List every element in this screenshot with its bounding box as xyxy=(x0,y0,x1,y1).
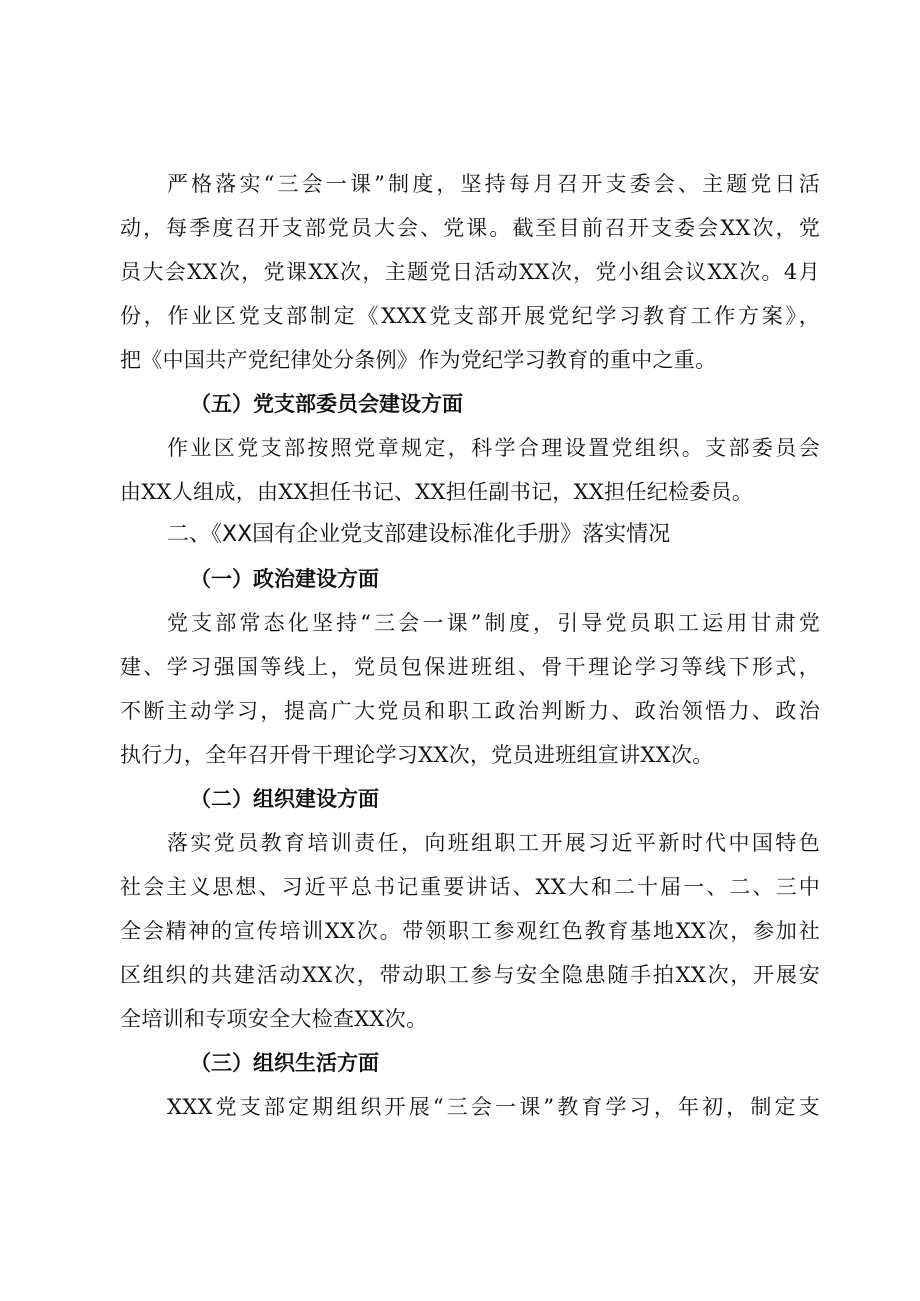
paragraph-line: 把《中国共产党纪律处分条例》作为党纪学习教育的重中之重。 xyxy=(120,348,717,372)
paragraph-line: 区组织的共建活动XX次，带动职工参与安全隐患随手拍XX次，开展安 xyxy=(120,963,820,987)
paragraph-line: 落实党员教育培训责任，向班组职工开展习近平新时代中国特色 xyxy=(167,831,820,855)
paragraph-line: XXX党支部定期组织开展“三会一课”教育学习，年初，制定支 xyxy=(167,1095,820,1119)
paragraph-line: 党支部常态化坚持“三会一课”制度，引导党员职工运用甘肃党 xyxy=(167,611,820,635)
paragraph-line: 执行力，全年召开骨干理论学习XX次，党员进班组宣讲XX次。 xyxy=(120,743,714,767)
paragraph-line: 建、学习强国等线上，党员包保进班组、骨干理论学习等线下形式， xyxy=(120,655,820,679)
paragraph-line: 由XX人组成，由XX担任书记、XX担任副书记，XX担任纪检委员。 xyxy=(120,480,754,504)
subsection-heading: （五）党支部委员会建设方面 xyxy=(190,392,463,416)
paragraph-line: 全培训和专项安全大检查XX次。 xyxy=(120,1007,428,1031)
paragraph-line: 员大会XX次，党课XX次，主题党日活动XX次，党小组会议XX次。4月 xyxy=(120,260,820,284)
subsection-heading: （一）政治建设方面 xyxy=(190,567,379,591)
paragraph-line: 全会精神的宣传培训XX次。带领职工参观红色教育基地XX次，参加社 xyxy=(120,919,820,943)
paragraph-line: 不断主动学习，提高广大党员和职工政治判断力、政治领悟力、政治 xyxy=(120,699,820,723)
paragraph-line: 份，作业区党支部制定《XXX党支部开展党纪学习教育工作方案》， xyxy=(120,304,820,328)
paragraph-line: 社会主义思想、习近平总书记重要讲话、XX大和二十届一、二、三中 xyxy=(120,875,820,899)
paragraph-line: 动，每季度召开支部党员大会、党课。截至目前召开支委会XX次，党 xyxy=(120,216,820,240)
subsection-heading: （三）组织生活方面 xyxy=(190,1051,379,1075)
subsection-heading: （二）组织建设方面 xyxy=(190,787,379,811)
section-heading: 二、《XX国有企业党支部建设标准化手册》落实情况 xyxy=(167,522,671,547)
paragraph-line: 作业区党支部按照党章规定，科学合理设置党组织。支部委员会 xyxy=(167,436,820,460)
paragraph-line: 严格落实“三会一课”制度，坚持每月召开支委会、主题党日活 xyxy=(167,172,820,196)
